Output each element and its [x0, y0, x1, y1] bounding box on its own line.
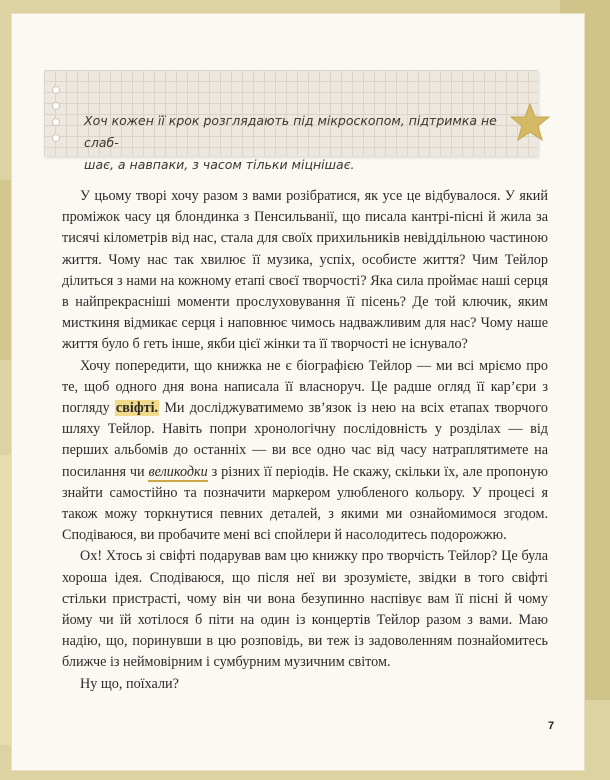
body-text: [62, 186, 548, 695]
paragraph-warning-part2: Ми досліджуватимемо зв’язок із нею на всіх етапах творчого шляху Тейлор. Навіть попри хронологічну послідовність у розділах — від перших альбомів до останніх — ви все одно час від часу натраплятимете на посилання чи: [62, 400, 549, 480]
star-icon: [510, 102, 550, 142]
quote-text: [84, 110, 504, 176]
binder-hole: [52, 86, 60, 94]
highlighted-term: свіфті.: [115, 400, 159, 417]
quote-line-2: шає, а навпаки, з часом тільки міцнішає.: [84, 157, 355, 172]
paragraph-closing: Ну що, поїхали?: [80, 675, 179, 692]
paragraph-intro: У цьому творі хочу разом з вами розібратися, як усе це відбувалося. У який проміжок часу ця блондинка з Пенсильванії, що писала кантрі-пісні й жила за тисячі кілометрів від нас, стала для своїх прихильників невіддільною частиною життя. Чому нас так хвилює її музика, успіх, особисте життя? Чим Тейлор ділиться з нами на кожному етапі своєї творчості? Яка сила проймає наші серця в найпрекрасніші моменти прослуховування її пісень? Де той ключик, яким мисткиня відмикає серця і наповнює чимось надважливим для нас? Чому наше життя було б геть інше, якби цієї жінки та її творчості не існувало?: [62, 188, 548, 353]
quote-note-card: [44, 70, 538, 172]
paragraph-warning: [62, 356, 548, 547]
paragraph-gift: Ох! Хтось зі свіфті подарував вам цю книжку про творчість Тейлор? Це була хороша ідея. Сподіваюся, що після неї ви зрозумієте, звідки в того свіфті стільки пристрасті, чому він чи вона безупинно наспівує вам її пісні й чому йому чи їй хотілося б піти на один із концертів Тейлор разом з вами. Маю надію, що, поринувши в цю розповідь, ви теж із задоволенням познайомитесь ближче із неймовірним і сумбурним музичним світом.: [62, 548, 548, 671]
quote-line-1: Хоч кожен її крок розглядають під мікроскопом, підтримка не слаб-: [84, 113, 497, 150]
paragraph-warning-part1: Хочу попередити, що книжка не є біографією Тейлор — ми всі мріємо про те, щоб одного дня вона написала її власноруч. Це радше огляд її кар’єри з погляду: [62, 357, 548, 417]
page-number: 7: [548, 720, 555, 732]
binder-hole: [52, 102, 60, 110]
binder-hole: [52, 134, 60, 142]
underlined-term: великодки: [148, 463, 208, 480]
binder-hole: [52, 118, 60, 126]
paragraph-warning-part3: з різних її періодів. Не скажу, скільки їх, але пропоную знайти самостійно та позначити маркером улюбленого кольору. У процесі я також можу торкнутися певних деталей, з якими ми ознайомимося згодом. Сподіваюся, ви пробачите мені всі спойлери й насолодитесь подорожжю.: [62, 463, 548, 544]
